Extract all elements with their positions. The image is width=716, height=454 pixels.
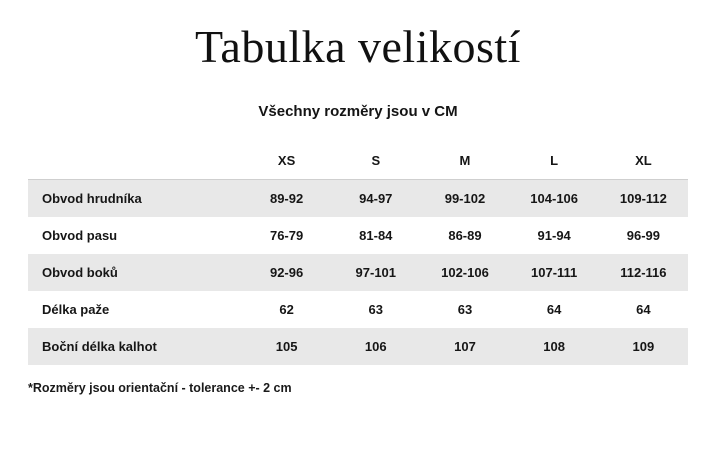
column-header-measurement <box>28 142 242 180</box>
units-note: Všechny rozměry jsou v CM <box>258 102 458 120</box>
cell-value: 63 <box>331 291 420 328</box>
cell-value: 107 <box>420 328 509 365</box>
table-body <box>28 179 688 365</box>
cell-value: 81-84 <box>331 217 420 254</box>
size-table <box>28 142 688 365</box>
tolerance-footnote: *Rozměry jsou orientační - tolerance +- 2 cm <box>28 380 292 395</box>
table-row <box>28 291 688 328</box>
cell-value: 107-111 <box>510 254 599 291</box>
cell-value: 99-102 <box>420 179 509 217</box>
size-chart-page <box>0 22 716 454</box>
row-label: Délka paže <box>28 291 242 328</box>
table-header-row <box>28 142 688 180</box>
row-label: Obvod hrudníka <box>28 179 242 217</box>
cell-value: 62 <box>242 291 331 328</box>
cell-value: 112-116 <box>599 254 688 291</box>
table-row <box>28 217 688 254</box>
cell-value: 76-79 <box>242 217 331 254</box>
page-title: Tabulka velikostí <box>195 21 521 72</box>
cell-value: 104-106 <box>510 179 599 217</box>
row-label: Boční délka kalhot <box>28 328 242 365</box>
column-header-xs: XS <box>242 142 331 180</box>
column-header-s: S <box>331 142 420 180</box>
cell-value: 109-112 <box>599 179 688 217</box>
table-header <box>28 142 688 180</box>
cell-value: 105 <box>242 328 331 365</box>
cell-value: 89-92 <box>242 179 331 217</box>
cell-value: 109 <box>599 328 688 365</box>
cell-value: 97-101 <box>331 254 420 291</box>
column-header-xl: XL <box>599 142 688 180</box>
cell-value: 64 <box>599 291 688 328</box>
table-row <box>28 328 688 365</box>
row-label: Obvod boků <box>28 254 242 291</box>
column-header-m: M <box>420 142 509 180</box>
column-header-l: L <box>510 142 599 180</box>
cell-value: 94-97 <box>331 179 420 217</box>
cell-value: 96-99 <box>599 217 688 254</box>
row-label: Obvod pasu <box>28 217 242 254</box>
cell-value: 102-106 <box>420 254 509 291</box>
cell-value: 91-94 <box>510 217 599 254</box>
cell-value: 63 <box>420 291 509 328</box>
table-row <box>28 254 688 291</box>
cell-value: 64 <box>510 291 599 328</box>
cell-value: 106 <box>331 328 420 365</box>
cell-value: 92-96 <box>242 254 331 291</box>
cell-value: 86-89 <box>420 217 509 254</box>
cell-value: 108 <box>510 328 599 365</box>
table-row <box>28 179 688 217</box>
